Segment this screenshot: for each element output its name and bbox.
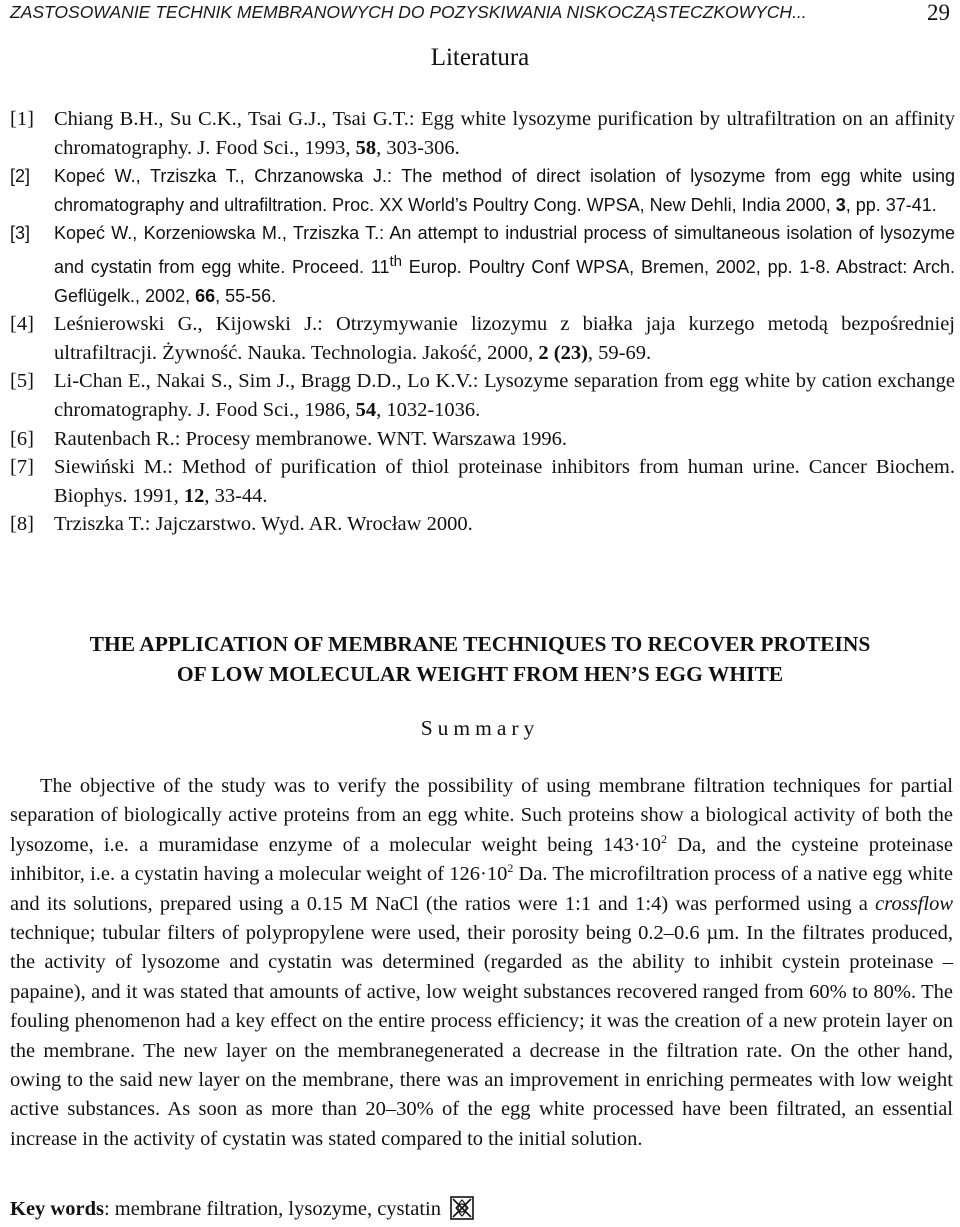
reference-item: [10, 367, 955, 424]
reference-text: Li-Chan E., Nakai S., Sim J., Bragg D.D., Lo K.V.: Lysozyme separation from egg white by cation exchange chromatography. J. Food Sci., 1986,: [54, 370, 955, 421]
reference-item: [10, 162, 955, 219]
section-title: Literatura: [430, 44, 530, 71]
reference-number: [7]: [10, 456, 34, 479]
reference-pages: , 55-56.: [215, 285, 277, 306]
reference-item: [10, 425, 955, 454]
page-number: 29: [927, 0, 950, 25]
reference-number: [2]: [10, 166, 31, 187]
reference-number: [3]: [10, 223, 31, 244]
abstract-text: Da. The microfiltration process of a native egg white and its solutions, prepared using a 0.15 M NaCl (the ratios were 1:1 and 1:4) was performed using a: [10, 863, 953, 915]
reference-text: Kopeć W., Korzeniowska M., Trziszka T.: An attempt to industrial process of simultaneous isolation of lysozyme and cystatin from egg white. Proceed. 11: [54, 223, 955, 277]
reference-volume: 54: [355, 398, 377, 421]
abstract-paragraph: [10, 772, 953, 1154]
end-of-article-mark-icon: [450, 1196, 474, 1227]
reference-number: [5]: [10, 370, 34, 393]
reference-text: Siewiński M.: Method of purification of thiol proteinase inhibitors from human urine. Cancer Biochem. Biophys. 1991,: [54, 456, 955, 507]
reference-text: Chiang B.H., Su C.K., Tsai G.J., Tsai G.T.: Egg white lysozyme purification by ultrafiltration on an affinity chromatography. J. Food Sci., 1993,: [54, 108, 955, 159]
reference-item: [10, 510, 955, 539]
reference-item: [10, 453, 955, 510]
reference-list: [10, 105, 955, 539]
running-head: ZASTOSOWANIE TECHNIK MEMBRANOWYCH DO POZYSKIWANIA NISKOCZĄSTECZKOWYCH...: [10, 2, 807, 22]
reference-volume: 2 (23): [538, 341, 588, 364]
reference-pages: , 303-306.: [376, 136, 460, 159]
reference-pages: , 1032-1036.: [376, 398, 481, 421]
reference-superscript: th: [389, 252, 402, 270]
reference-pages: , 33-44.: [204, 484, 268, 507]
abstract-text: technique; tubular filters of polypropylene were used, their porosity being 0.2–0.6 µm. In the filtrates produced, the activity of lysozome and cystatin was determined (regarded as the ability to inhibit cystein proteinase – papaine), and it was stated that amounts of active, low weight substances recovered ranged from 60% to 80%. The fouling phenomenon had a key effect on the entire process efficiency; it was the creation of a new protein layer on the membrane. The new layer on the membranegenerated a decrease in the filtration rate. On the other hand, owing to the said new layer on the membrane, there was an improvement in enriching permeates with low weight active substances. As soon as more than 20–30% of the egg white processed have been filtrated, an essential increase in the activity of cystatin was stated compared to the initial solution.: [10, 922, 953, 1150]
reference-text: Leśnierowski G., Kijowski J.: Otrzymywanie lizozymu z białka jaja kurzego metodą bezpośredniej ultrafiltracji. Żywność. Nauka. Technologia. Jakość, 2000,: [54, 313, 955, 364]
keywords-text: : membrane filtration, lysozyme, cystatin: [103, 1198, 441, 1220]
reference-item: [10, 310, 955, 367]
reference-number: [1]: [10, 108, 34, 130]
reference-text: Kopeć W., Trziszka T., Chrzanowska J.: The method of direct isolation of lysozyme from egg white using chromatography and ultrafiltration. Proc. XX World’s Poultry Cong. WPSA, New Dehli, India 2000,: [54, 166, 955, 215]
abstract-superscript: 2: [507, 861, 514, 876]
reference-item: [10, 105, 955, 162]
reference-number: [4]: [10, 313, 34, 336]
reference-item: [10, 219, 955, 310]
keywords-label: Key words: [10, 1198, 104, 1220]
reference-number: [8]: [10, 513, 34, 536]
abstract-text: Da, and the cysteine proteinase inhibitor, i.e. a cystatin having a molecular weight of 126·10: [10, 833, 953, 886]
reference-text-continued: Europ. Poultry Conf WPSA, Bremen, 2002, pp. 1-8. Abstract: Arch. Geflügelk., 2002,: [54, 256, 955, 306]
keywords-line: [10, 1196, 474, 1227]
english-title-line-1: THE APPLICATION OF MEMBRANE TECHNIQUES TO RECOVER PROTEINS: [89, 632, 871, 656]
abstract-italic-term: crossflow: [875, 892, 953, 915]
reference-pages: , 59-69.: [587, 341, 652, 364]
english-title-line-2: OF LOW MOLECULAR WEIGHT FROM HEN’S EGG WHITE: [176, 662, 784, 686]
abstract-text: The objective of the study was to verify the possibility of using membrane filtration techniques for partial separation of biologically active proteins from an egg white. Such proteins show a biological activity of both the lysozome, i.e. a muramidase enzyme of a molecular weight being 143·10: [10, 775, 953, 856]
summary-heading: Summary: [420, 716, 540, 740]
abstract-superscript: 2: [661, 831, 668, 846]
reference-text: Trziszka T.: Jajczarstwo. Wyd. AR. Wrocław 2000.: [54, 513, 473, 536]
english-title: [0, 629, 960, 689]
reference-pages: , pp. 37-41.: [845, 194, 937, 215]
reference-number: [6]: [10, 427, 34, 450]
reference-volume: 3: [835, 194, 846, 215]
reference-text: Rautenbach R.: Procesy membranowe. WNT. Warszawa 1996.: [54, 427, 567, 450]
reference-volume: 66: [195, 285, 216, 306]
reference-volume: 58: [355, 136, 377, 159]
reference-volume: 12: [183, 484, 205, 507]
